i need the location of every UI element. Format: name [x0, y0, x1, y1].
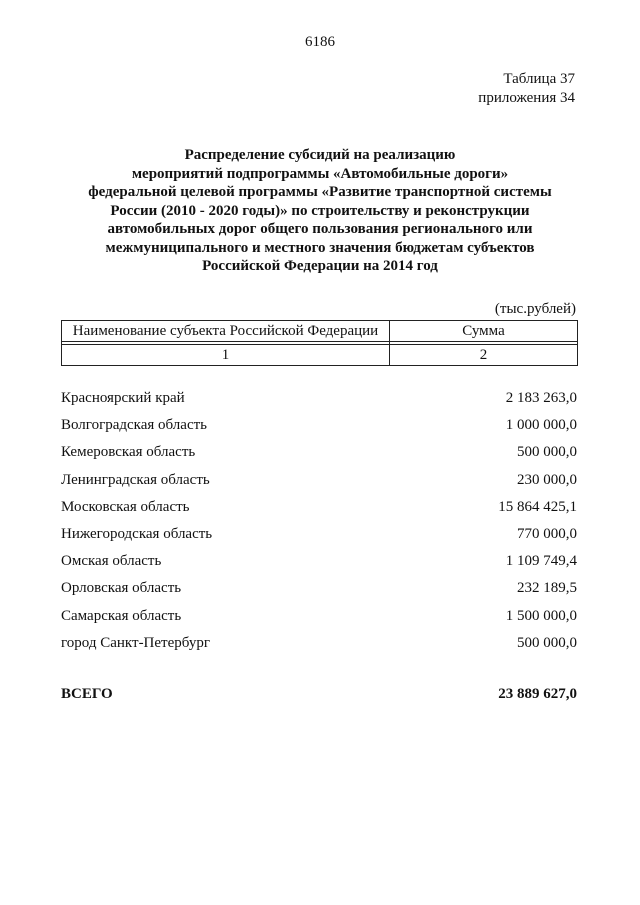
- table-row: [61, 415, 577, 442]
- region-amount: 2 183 263,0: [505, 390, 577, 406]
- column-number-row: [62, 345, 578, 366]
- table-header: [61, 320, 578, 366]
- title-line: федеральной целевой программы «Развитие транспортной системы: [88, 184, 552, 200]
- table-row: [61, 497, 577, 524]
- table-row: [61, 388, 577, 415]
- table-row: [61, 578, 577, 605]
- region-name: Самарская область: [61, 607, 182, 624]
- table-reference: [478, 70, 575, 108]
- table-row: [61, 524, 577, 551]
- region-name: Московская область: [61, 498, 190, 515]
- region-name: Ленинградская область: [61, 471, 210, 488]
- total-row: [61, 686, 577, 703]
- region-name: Волгоградская область: [61, 417, 207, 434]
- total-amount: 23 889 627,0: [498, 686, 577, 702]
- region-amount: 770 000,0: [517, 525, 577, 542]
- table-number: Таблица 37: [503, 71, 575, 87]
- region-name: Кемеровская область: [61, 444, 196, 461]
- table-body: [61, 388, 577, 660]
- region-amount: 500 000,0: [517, 444, 577, 461]
- title-line: России (2010 - 2020 годы)» по строительству и реконструкции: [110, 202, 530, 219]
- region-amount: 1 500 000,0: [505, 607, 577, 624]
- document-title: [60, 146, 580, 276]
- page-number: 6186: [305, 34, 335, 50]
- column-number-2: 2: [390, 345, 578, 366]
- region-amount: 1 109 749,4: [505, 553, 577, 570]
- table-row: [61, 606, 577, 633]
- title-line: Российской Федерации на 2014 год: [202, 258, 438, 274]
- table-row: [61, 551, 577, 578]
- region-name: Нижегородская область: [61, 525, 213, 542]
- title-line: автомобильных дорог общего пользования регионального или: [107, 221, 533, 237]
- units-label: (тыс.рублей): [494, 301, 576, 317]
- title-line: мероприятий подпрограммы «Автомобильные дороги»: [131, 165, 509, 182]
- column-header-amount: Сумма: [390, 321, 578, 342]
- title-line: Распределение субсидий на реализацию: [184, 147, 456, 163]
- region-name: город Санкт-Петербург: [61, 634, 210, 651]
- region-amount: 500 000,0: [517, 634, 577, 651]
- region-name: Красноярский край: [61, 390, 185, 406]
- appendix-number: приложения 34: [478, 90, 575, 106]
- table-row: [61, 442, 577, 469]
- title-line: межмуниципального и местного значения бюджетам субъектов: [105, 239, 535, 256]
- column-number-1: 1: [62, 345, 390, 366]
- region-name: Омская область: [61, 553, 162, 570]
- region-amount: 232 189,5: [517, 580, 577, 597]
- table-row: [61, 470, 577, 497]
- region-amount: 1 000 000,0: [505, 417, 577, 434]
- region-name: Орловская область: [61, 580, 182, 597]
- region-amount: 230 000,0: [517, 471, 577, 488]
- header-row: [62, 321, 578, 342]
- region-amount: 15 864 425,1: [498, 498, 577, 515]
- table-row: [61, 633, 577, 660]
- total-label: ВСЕГО: [61, 686, 113, 702]
- column-header-name: Наименование субъекта Российской Федерации: [62, 321, 390, 342]
